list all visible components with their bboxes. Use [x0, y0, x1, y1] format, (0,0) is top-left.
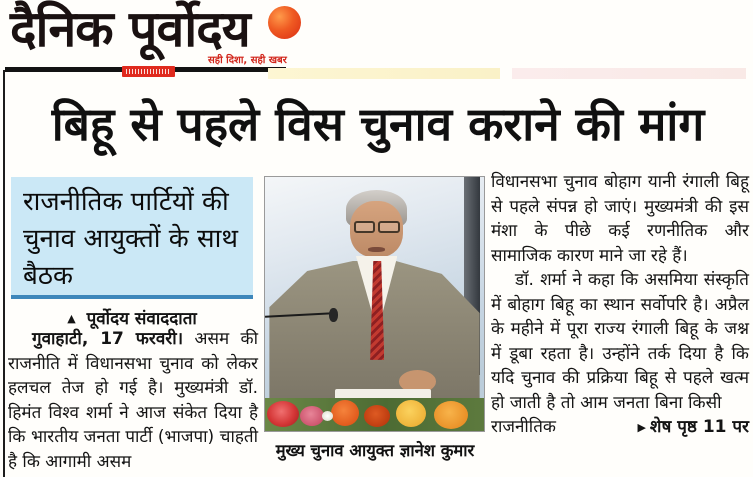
left-paragraph-text: असम की राजनीति में विधानसभा चुनाव को लेकर हलचल तेज हो गई है। मुख्यमंत्री डॉ. हिमंत विश्व शर्मा ने आज संकेत दिया है कि भारतीय जनता पार्टी (भाजपा) चाहती है कि आगामी असम [8, 329, 259, 472]
flower-pink [300, 406, 324, 426]
photo [264, 176, 485, 432]
continuation-label: शेष पृष्ठ 11 पर [649, 417, 749, 437]
flower-orange [331, 400, 359, 426]
left-paragraph [8, 327, 258, 474]
person-mouth [368, 247, 386, 252]
photo-caption: मुख्य चुनाव आयुक्त ज्ञानेश कुमार [275, 441, 475, 460]
logo-accent-circle-icon [268, 6, 301, 39]
flower-strip [265, 398, 484, 431]
continuation-triangle-icon: ▶ [637, 421, 646, 434]
masthead-tagline: सही दिशा, सही खबर [208, 55, 287, 66]
flower-amber [434, 401, 468, 429]
flower-white [322, 411, 333, 421]
byline [8, 306, 256, 329]
flower-yellow [396, 400, 426, 427]
article-headline: बिहू से पहले विस चुनाव कराने की मांग [51, 97, 705, 151]
continued-on-page-note [637, 415, 749, 442]
right-column-body [491, 170, 749, 470]
right-paragraph-tail: राजनीतिक [491, 417, 556, 437]
scan-tint-band [268, 68, 500, 79]
flower-red [267, 401, 299, 427]
glasses-icon [354, 221, 400, 232]
right-last-line [491, 415, 749, 442]
microphone-tip-icon [329, 308, 338, 322]
masthead-red-badge [122, 66, 175, 77]
right-paragraph-2: डॉ. शर्मा ने कहा कि असमिया संस्कृति में बोहाग बिहू का स्थान सर्वोपरि है। अप्रैल के महीने में पूरा राज्य रंगाली बिहू के जश्न में डूबा रहता है। उन्होंने तर्क दिया है कि यदि चुनाव की प्रक्रिया बिहू से पहले खत्म हो जाती है तो आम जनता बिना किसी [491, 270, 749, 413]
byline-label: पूर्वोदय संवाददाता [86, 309, 197, 329]
article-subheading: राजनीतिक पार्टियों की चुनाव आयुक्तों के साथ बैठक [11, 177, 253, 299]
byline-triangle-icon: ▲ [67, 312, 76, 325]
flower-deep-orange [364, 405, 390, 427]
left-column-body [8, 327, 258, 477]
newspaper-logo: दैनिक पूर्वोदय [10, 0, 250, 58]
masthead [0, 0, 753, 86]
dateline: गुवाहाटी, 17 फरवरी। [32, 329, 184, 349]
left-column-rule [3, 70, 5, 477]
right-paragraph-1: विधानसभा चुनाव बोहाग यानी रंगाली बिहू से पहले संपन्न हो जाएं। मुख्यमंत्री की इस मंशा के पीछे कई रणनीतिक और सामाजिक कारण माने जा रहे हैं। [491, 172, 749, 266]
scan-tint-band [512, 68, 746, 79]
